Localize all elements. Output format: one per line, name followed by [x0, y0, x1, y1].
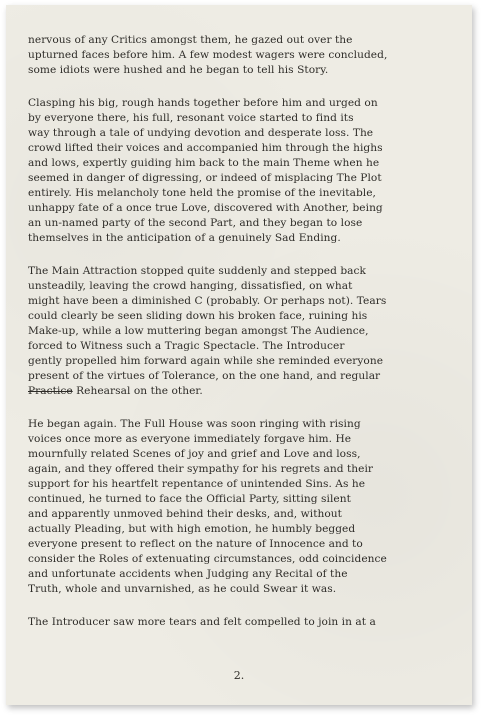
text-line: upturned faces before him. A few modest wagers were concluded, [28, 49, 388, 61]
text-line: voices once more as everyone immediately forgave him. He [28, 433, 352, 445]
text-line: some idiots were hushed and he began to tell his Story. [28, 64, 329, 76]
text-line: by everyone there, his full, resonant voice started to find its [28, 112, 354, 124]
text-line: could clearly be seen sliding down his broken face, ruining his [28, 310, 368, 322]
text-line: and unfortunate accidents when Judging any Recital of the [28, 568, 348, 580]
text-line: actually Pleading, but with high emotion, he humbly begged [28, 523, 356, 535]
text-line: Truth, whole and unvarnished, as he could Swear it was. [28, 583, 337, 595]
text-line: and apparently unmoved behind their desks, and, without [28, 508, 342, 520]
text-line: consider the Roles of extenuating circumstances, odd coincidence [28, 553, 387, 565]
text-line: nervous of any Critics amongst them, he gazed out over the [28, 34, 353, 46]
typewritten-page [6, 5, 472, 705]
text-line: themselves in the anticipation of a genuinely Sad Ending. [28, 232, 341, 244]
paragraph-5 [28, 615, 452, 630]
correction-text: Rehearsal on the other. [72, 385, 203, 397]
paragraph-4 [28, 417, 452, 597]
paragraph-1 [28, 33, 452, 78]
text-line: support for his heartfelt repentance of unintended Sins. As he [28, 478, 366, 490]
text-line: The Main Attraction stopped quite suddenly and stepped back [28, 265, 366, 277]
text-line-with-correction [28, 384, 452, 399]
text-line: unhappy fate of a once true Love, discovered with Another, being [28, 202, 383, 214]
struck-through-word: Practice [28, 385, 73, 397]
text-line: Make-up, while a low muttering began amongst The Audience, [28, 325, 369, 337]
text-line: mournfully related Scenes of joy and grief and Love and loss, [28, 448, 361, 460]
text-line: unsteadily, leaving the crowd hanging, dissatisfied, on what [28, 280, 353, 292]
text-line: everyone present to reflect on the nature of Innocence and to [28, 538, 363, 550]
text-line: an un-named party of the second Part, and they began to lose [28, 217, 363, 229]
text-line: The Introducer saw more tears and felt compelled to join in at a [28, 616, 376, 628]
text-line: entirely. His melancholy tone held the promise of the inevitable, [28, 187, 376, 199]
text-line: He began again. The Full House was soon ringing with rising [28, 418, 361, 430]
text-line: Clasping his big, rough hands together before him and urged on [28, 97, 378, 109]
text-line: seemed in danger of digressing, or indeed of misplacing The Plot [28, 172, 382, 184]
text-line: way through a tale of undying devotion and desperate loss. The [28, 127, 374, 139]
page-number: 2. [233, 669, 245, 682]
text-line: forced to Witness such a Tragic Spectacle. The Introducer [28, 340, 345, 352]
text-line: and lows, expertly guiding him back to the main Theme when he [28, 157, 380, 169]
text-line: crowd lifted their voices and accompanied him through the highs [28, 142, 383, 154]
paragraph-2 [28, 96, 452, 246]
text-line: might have been a diminished C (probably. Or perhaps not). Tears [28, 295, 387, 307]
text-line: again, and they offered their sympathy for his regrets and their [28, 463, 374, 475]
text-line: continued, he turned to face the Official Party, sitting silent [28, 493, 351, 505]
text-line: present of the virtues of Tolerance, on the one hand, and regular [28, 370, 381, 382]
text-line: gently propelled him forward again while she reminded everyone [28, 355, 384, 367]
paragraph-3 [28, 264, 452, 399]
